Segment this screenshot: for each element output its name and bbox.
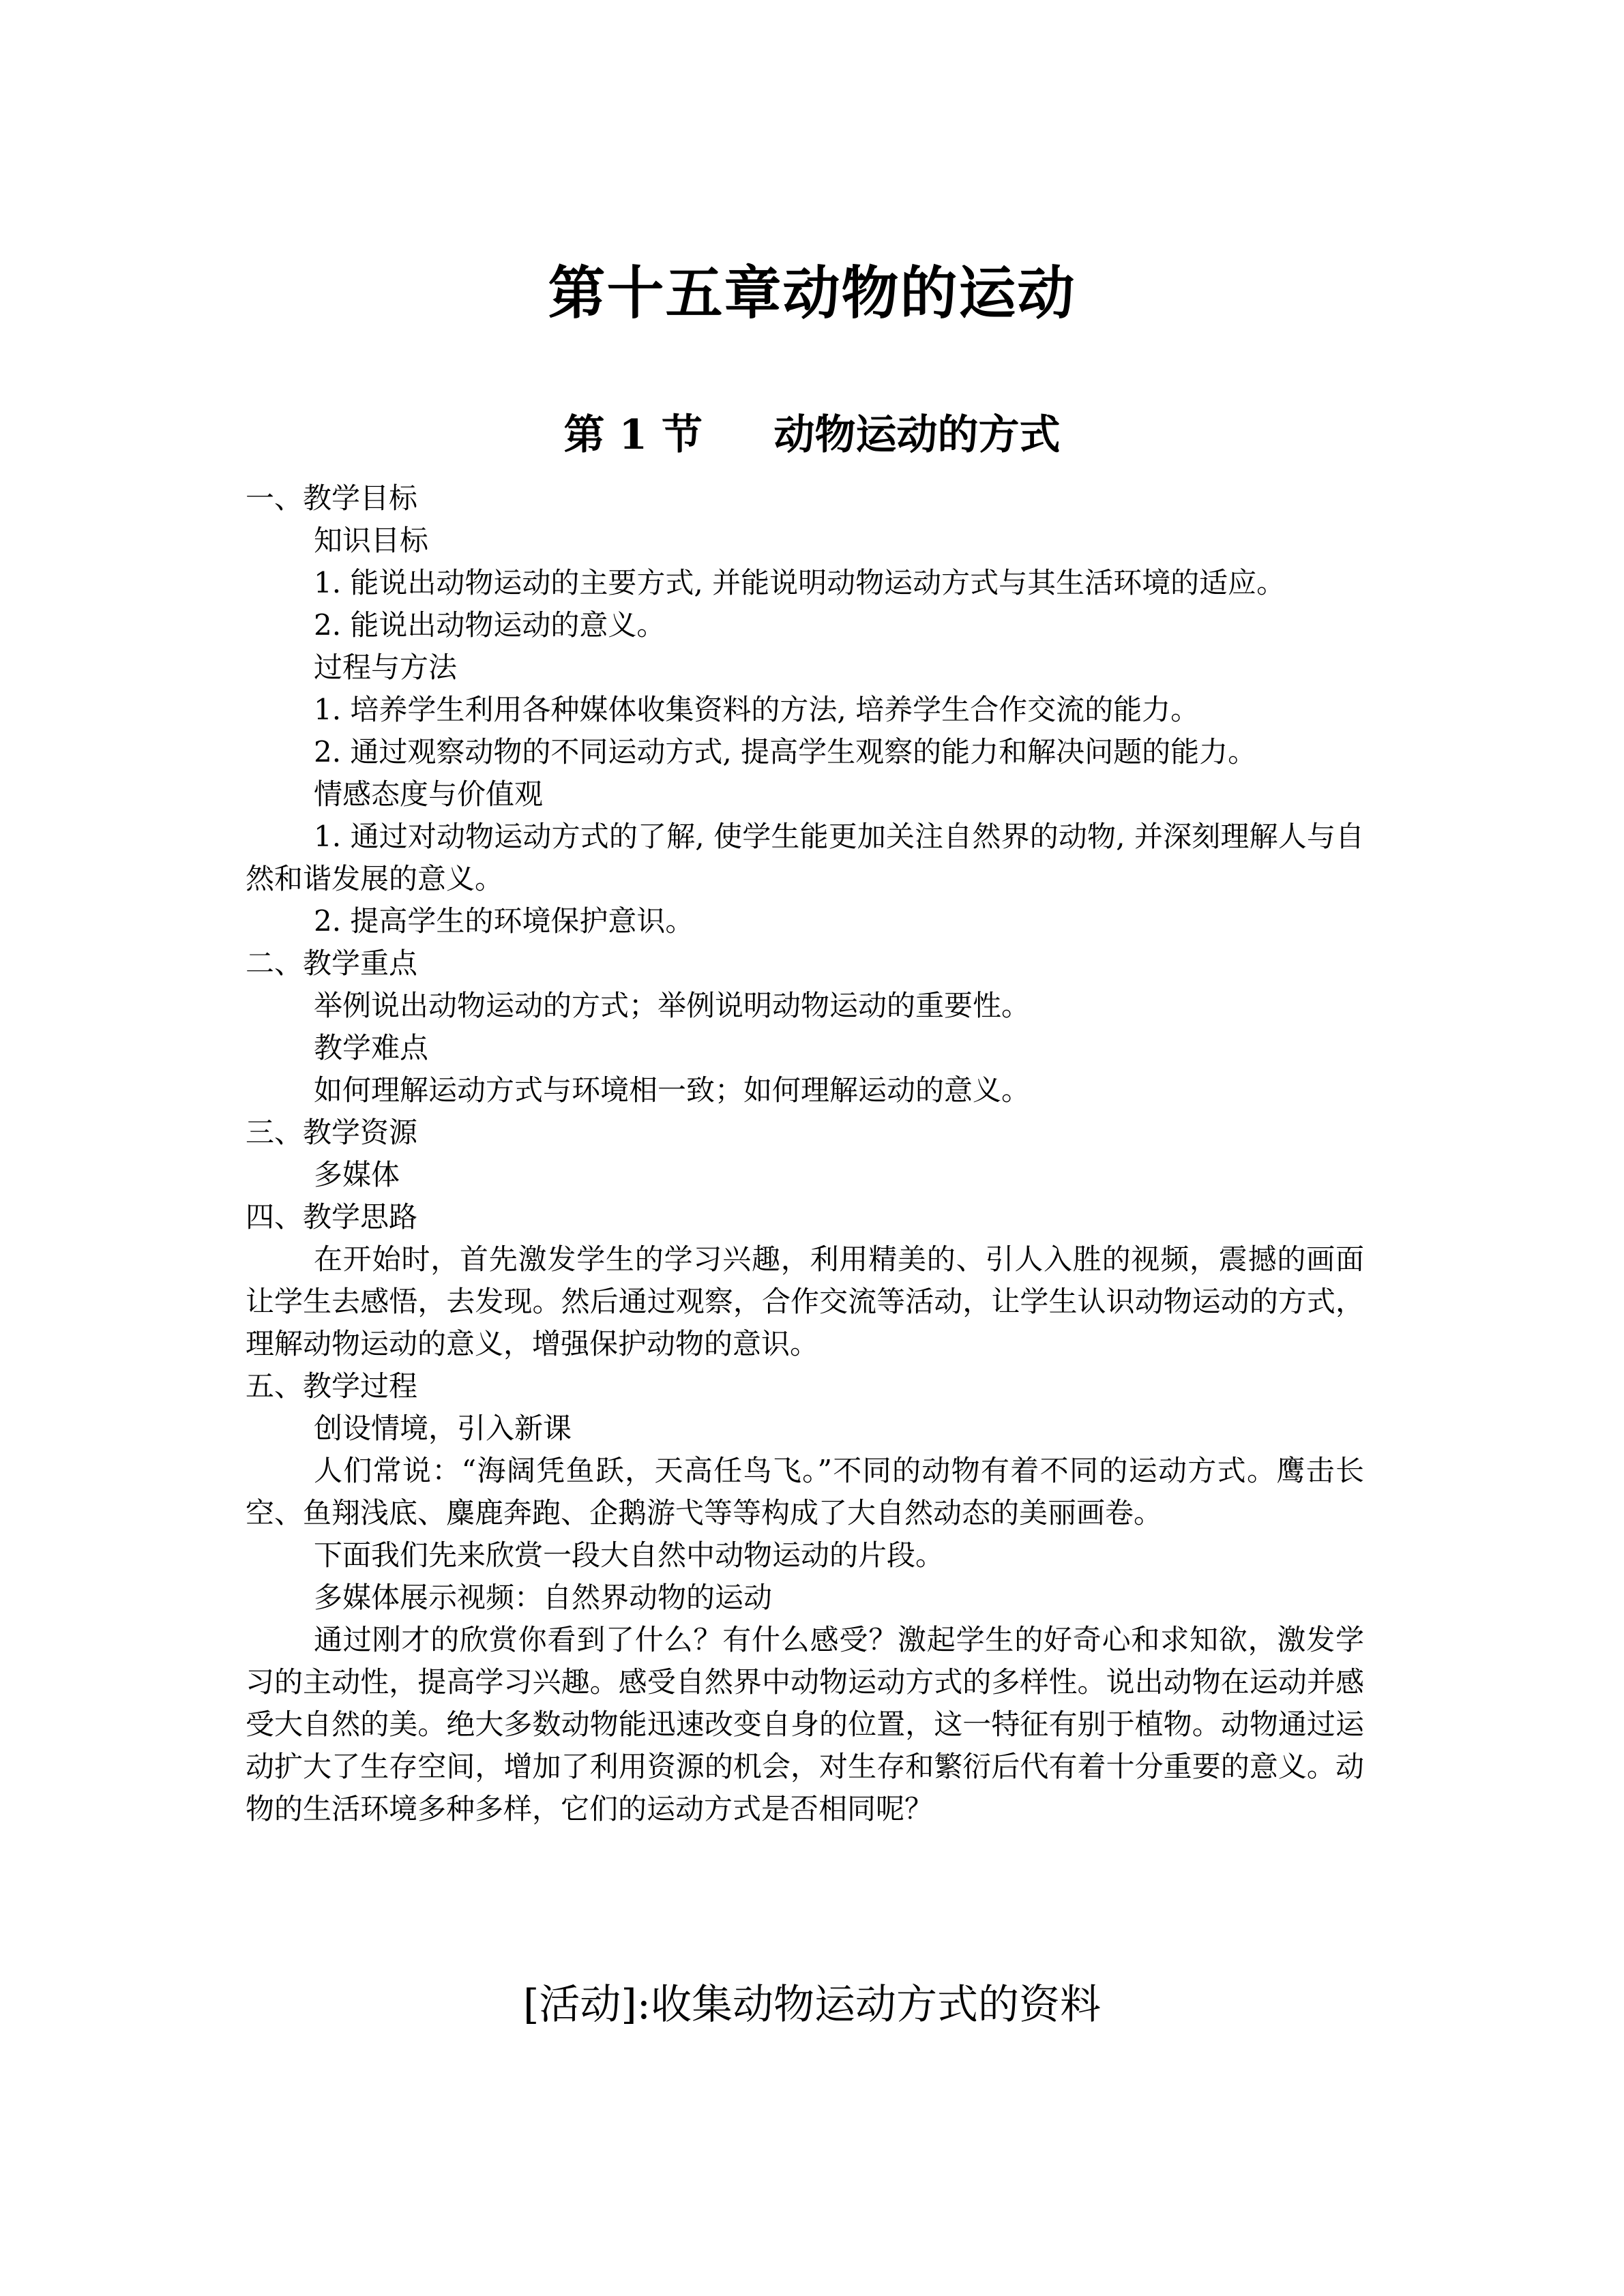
activity-title: [活动]:收集动物运动方式的资料 — [522, 1981, 1102, 2029]
resources-text: 多媒体 — [314, 1158, 400, 1191]
chapter-title: 第十五章动物的运动 — [548, 259, 1076, 327]
heading-teaching-process: 五、教学过程 — [246, 1369, 418, 1403]
document-body — [246, 477, 1364, 1830]
heading-key-points: 二、教学重点 — [246, 946, 418, 980]
heading-resources: 三、教学资源 — [246, 1116, 418, 1149]
process-paragraph-3: 通过刚才的欣赏你看到了什么？有什么感受？激起学生的好奇心和求知欲，激发学习的主动性，提高学习兴趣。感受自然界中动物运动方式的多样性。说出动物在运动并感受大自然的美。绝大多数动物能迅速改变自身的位置，这一特征有别于植物。动物通过运动扩大了生存空间，增加了利用资源的机会，对生存和繁衍后代有着十分重要的意义。动物的生活环境多种多样，它们的运动方式是否相同呢？ — [246, 1623, 1364, 1825]
label-knowledge-goals: 知识目标 — [314, 524, 429, 557]
process-paragraph-2: 下面我们先来欣赏一段大自然中动物运动的片段。 — [314, 1538, 945, 1572]
heading-teaching-approach: 四、教学思路 — [246, 1200, 418, 1234]
section-title: 第 1 节 动物运动的方式 — [563, 411, 1061, 459]
difficulties-text: 如何理解运动方式与环境相一致；如何理解运动的意义。 — [314, 1073, 1031, 1107]
label-intro: 创设情境，引入新课 — [314, 1412, 572, 1445]
knowledge-goal-2: 2. 能说出动物运动的意义。 — [314, 608, 666, 642]
label-emotion-values: 情感态度与价值观 — [314, 777, 544, 811]
process-goal-1: 1. 培养学生利用各种媒体收集资料的方法, 培养学生合作交流的能力。 — [314, 693, 1200, 726]
key-points-text: 举例说出动物运动的方式；举例说明动物运动的重要性。 — [314, 989, 1031, 1022]
process-goal-2: 2. 通过观察动物的不同运动方式, 提高学生观察的能力和解决问题的能力。 — [314, 735, 1257, 769]
video-line: 多媒体展示视频：自然界动物的运动 — [314, 1581, 773, 1614]
label-difficulties: 教学难点 — [314, 1031, 429, 1064]
heading-teaching-goals: 一、教学目标 — [246, 481, 418, 515]
teaching-approach-text: 在开始时，首先激发学生的学习兴趣，利用精美的、引人入胜的视频，震撼的画面让学生去感悟，去发现。然后通过观察，合作交流等活动，让学生认识动物运动的方式，理解动物运动的意义，增强保护动物的意识。 — [246, 1242, 1364, 1360]
process-paragraph-1: 人们常说：“海阔凭鱼跃，天高任鸟飞。”不同的动物有着不同的运动方式。鹰击长空、鱼翔浅底、麋鹿奔跑、企鹅游弋等等构成了大自然动态的美丽画卷。 — [246, 1454, 1364, 1530]
emotion-goal-1: 1. 通过对动物运动方式的了解, 使学生能更加关注自然界的动物, 并深刻理解人与自然和谐发展的意义。 — [246, 820, 1364, 895]
label-process-methods: 过程与方法 — [314, 651, 458, 684]
knowledge-goal-1: 1. 能说出动物运动的主要方式, 并能说明动物运动方式与其生活环境的适应。 — [314, 566, 1286, 599]
emotion-goal-2: 2. 提高学生的环境保护意识。 — [314, 904, 694, 938]
